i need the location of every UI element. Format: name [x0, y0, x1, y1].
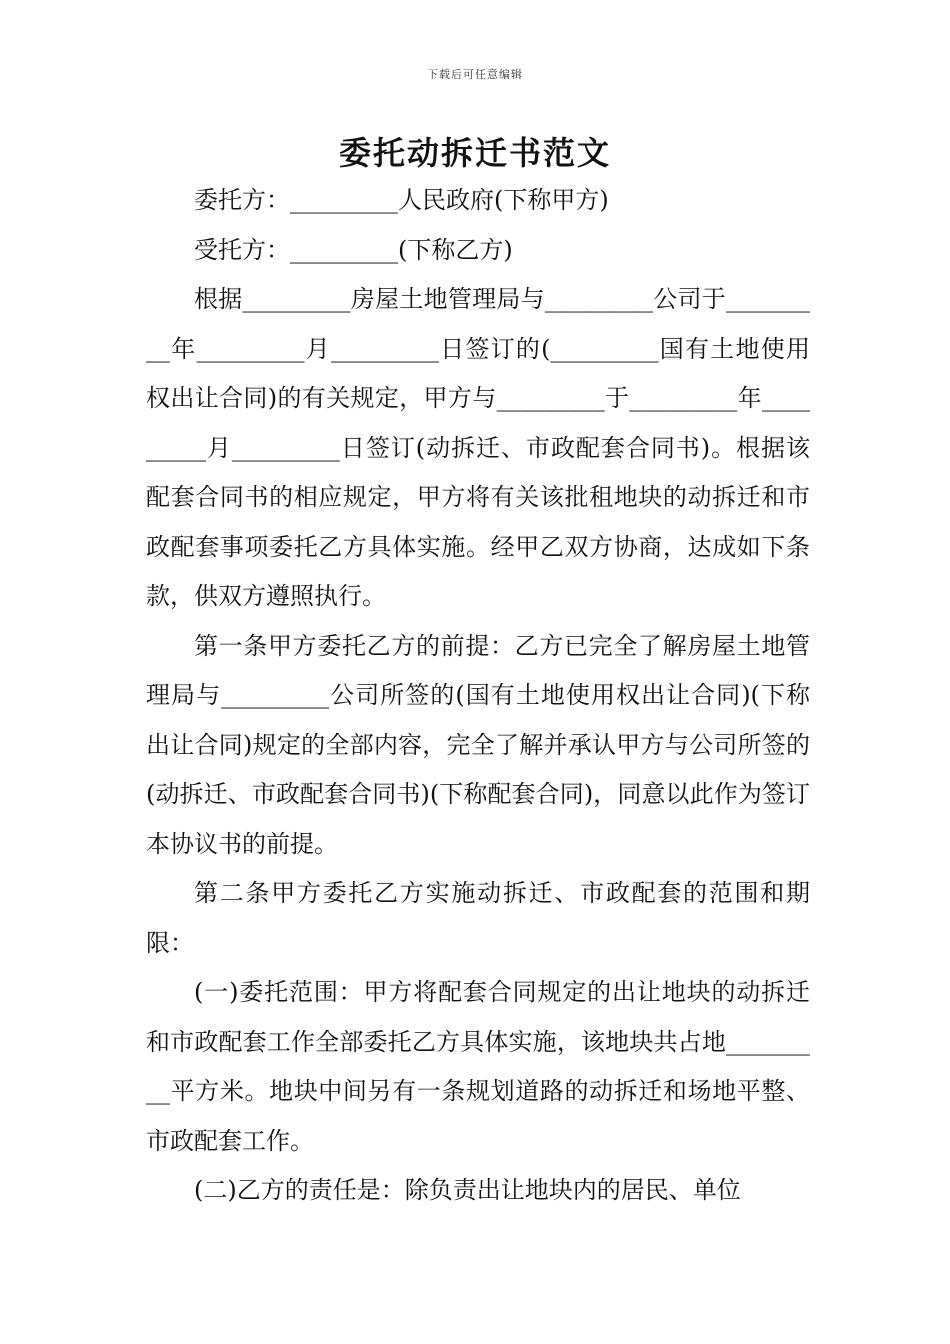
paragraph-scope: (一)委托范围：甲方将配套合同规定的出让地块的动拆迁和市政配套工作全部委托乙方具体实施，该地块共占地_________平方米。地块中间另有一条规划道路的动拆迁和场地平整、市政配套工作。	[146, 978, 810, 1155]
paragraph-responsibility: (二)乙方的责任是：除负责出让地块内的居民、单位	[194, 1176, 741, 1204]
paragraph-preamble: 根据_________房屋土地管理局与_________公司于_________年_________月_________日签订的(_________国有土地使用权出让合同)的有关规定，甲方与_________于_________年_________月_________日签订(动拆迁、市政配套合同书)。根据该配套合同书的相应规定，甲方将有关该批租地块的动拆迁和市政配套事项委托乙方具体实施。经甲乙双方协商，达成如下条款，供双方遵照执行。	[146, 285, 810, 610]
paragraph-article-1: 第一条甲方委托乙方的前提：乙方已完全了解房屋土地管理局与_________公司所签的(国有土地使用权出让合同)(下称出让合同)规定的全部内容，完全了解并承认甲方与公司所签的(动拆迁、市政配套合同书)(下称配套合同)，同意以此作为签订本协议书的前提。	[146, 631, 810, 858]
header-note: 下载后可任意编辑	[427, 68, 523, 81]
paragraph-entrusted-party: 受托方：_________(下称乙方)	[194, 235, 513, 264]
paragraph-entrusting-party: 委托方：_________人民政府(下称甲方)	[194, 186, 609, 214]
document-title: 委托动拆迁书范文	[338, 134, 611, 172]
document-body	[146, 176, 810, 1216]
paragraph-article-2: 第二条甲方委托乙方实施动拆迁、市政配套的范围和期限：	[146, 879, 810, 957]
